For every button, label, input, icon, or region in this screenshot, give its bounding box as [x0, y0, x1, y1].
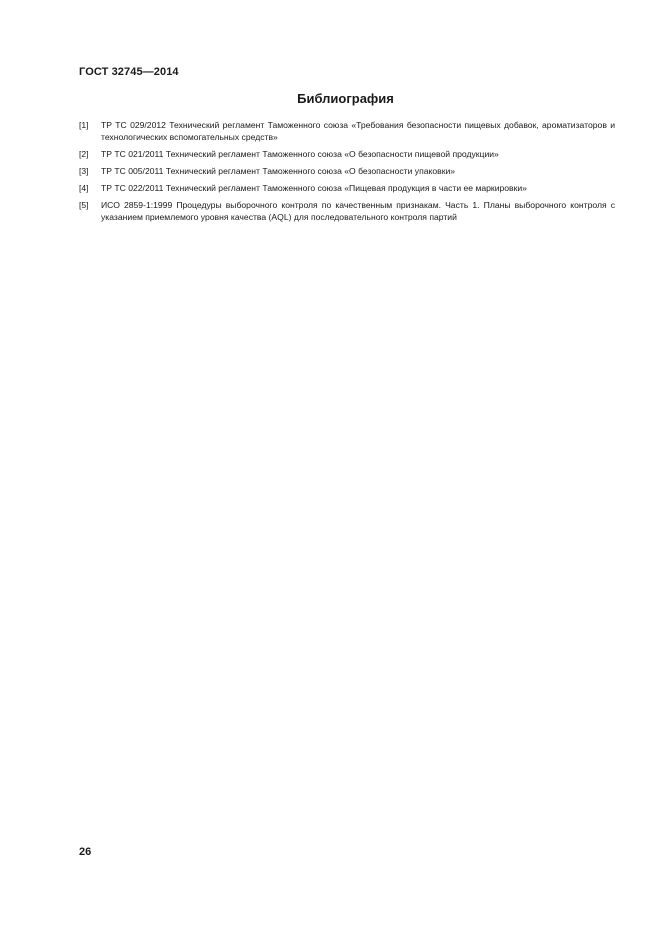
- bibliography-number: [2]: [79, 149, 89, 159]
- bibliography-text: ИСО 2859-1:1999 Процедуры выборочного контроля по качественным признакам. Часть 1. Планы выборочного контроля с указанием приемлемого уровня качества (AQL) для последовательного контроля партий: [101, 200, 615, 222]
- bibliography-number: [1]: [79, 120, 89, 130]
- bibliography-text: ТР ТС 021/2011 Технический регламент Таможенного союза «О безопасности пищевой продукции»: [101, 149, 499, 159]
- bibliography-list: [79, 119, 615, 228]
- bibliography-text: ТР ТС 029/2012 Технический регламент Таможенного союза «Требования безопасности пищевых добавок, ароматизаторов и технологических вспомогательных средств»: [101, 120, 615, 142]
- bibliography-item: [79, 119, 615, 143]
- bibliography-item: [79, 199, 615, 223]
- bibliography-number: [5]: [79, 200, 89, 210]
- bibliography-item: [79, 148, 615, 160]
- bibliography-number: [3]: [79, 166, 89, 176]
- bibliography-item: [79, 182, 615, 194]
- bibliography-item: [79, 165, 615, 177]
- document-code: ГОСТ 32745—2014: [79, 66, 179, 78]
- section-title: Библиография: [297, 91, 394, 106]
- bibliography-number: [4]: [79, 183, 89, 193]
- page-number: 26: [79, 846, 92, 858]
- bibliography-text: ТР ТС 005/2011 Технический регламент Таможенного союза «О безопасности упаковки»: [101, 166, 456, 176]
- bibliography-text: ТР ТС 022/2011 Технический регламент Таможенного союза «Пищевая продукция в части ее маркировки»: [101, 183, 527, 193]
